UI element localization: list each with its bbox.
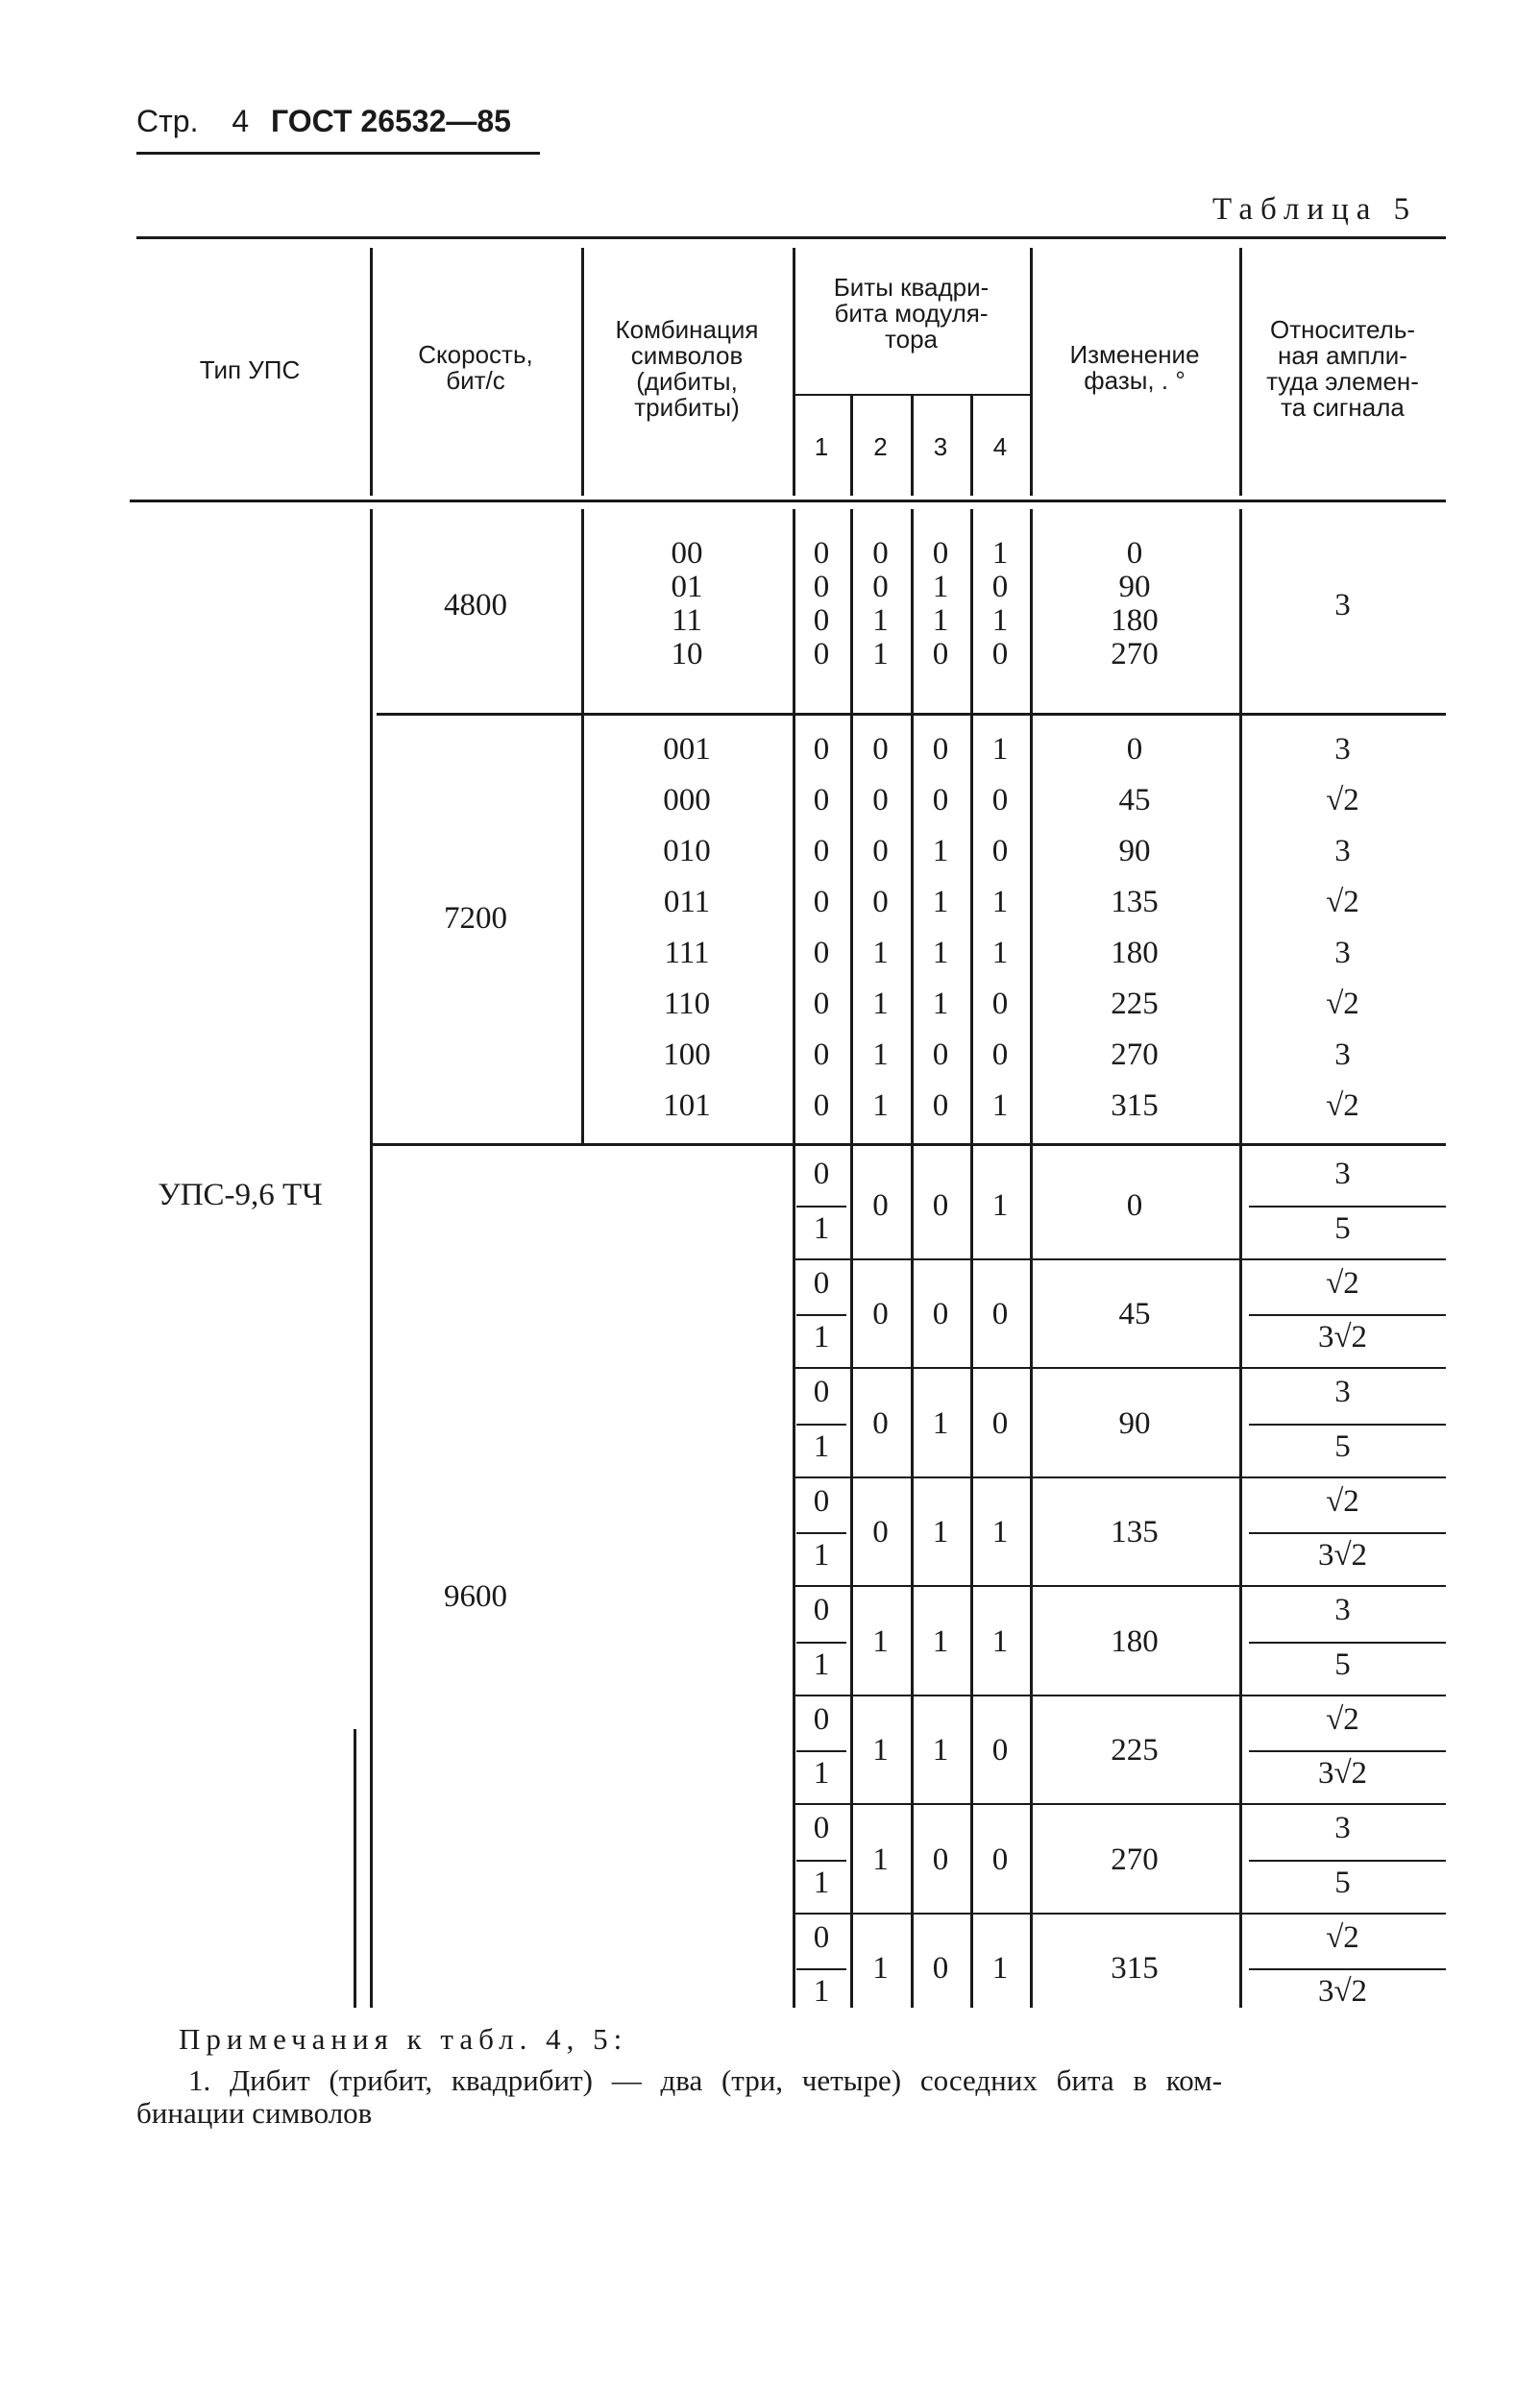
bit-9600-4-2: 1	[872, 1623, 889, 1659]
bit-4800-1-3: 1	[932, 570, 949, 604]
bit1-split-9600-1	[796, 1314, 846, 1316]
bit1-9600-4-b: 1	[813, 1647, 830, 1682]
phase-7200-5: 225	[1111, 987, 1159, 1021]
combo-4800-2: 11	[672, 603, 702, 638]
col-header-bits-line-3: тора	[885, 325, 938, 354]
bit-7200-3-3: 1	[932, 885, 949, 919]
bit-9600-0-4: 1	[991, 1187, 1009, 1223]
bit-4800-2-2: 1	[872, 603, 889, 638]
bit1-9600-5-b: 1	[813, 1756, 830, 1792]
col-header-amp-line-3: туда элемен-	[1266, 367, 1419, 396]
amp-9600-5-b: 3√2	[1317, 1756, 1368, 1792]
bit-7200-1-1: 0	[813, 783, 830, 817]
bit-9600-2-4: 0	[991, 1405, 1009, 1441]
col-header-amp-line-2: ная ампли-	[1278, 341, 1407, 370]
bit-7200-1-2: 0	[872, 783, 889, 817]
bit-7200-3-1: 0	[813, 885, 830, 919]
speed-7200: 7200	[444, 901, 507, 936]
combo-7200-1: 000	[663, 783, 711, 817]
amp-split-9600-3	[1249, 1532, 1446, 1534]
bit-7200-2-2: 0	[872, 834, 889, 868]
amp-9600-0-a: 3	[1334, 1157, 1351, 1191]
bit-7200-5-3: 1	[932, 987, 949, 1021]
bit-7200-4-3: 1	[932, 936, 949, 970]
notes-title: Примечания к табл. 4, 5:	[179, 2022, 628, 2056]
col-header-amp-line-4: та сигнала	[1281, 393, 1405, 422]
col-header-combo-line-3: (дибиты,	[636, 367, 738, 396]
bit-9600-5-3: 1	[932, 1733, 949, 1769]
amp-split-9600-5	[1249, 1750, 1446, 1752]
amp-9600-5-a: √2	[1326, 1701, 1359, 1737]
row-divider-9600-5	[793, 1803, 1446, 1805]
col-header-bits-line-2: бита модуля-	[834, 299, 989, 328]
bit-7200-6-1: 0	[813, 1037, 830, 1072]
header-bottom-border	[130, 500, 1446, 502]
col-header-bit-3: 3	[933, 432, 948, 461]
bit-9600-1-2: 0	[872, 1297, 889, 1332]
bit-9600-2-2: 0	[872, 1405, 889, 1441]
amp-9600-1-a: √2	[1326, 1265, 1359, 1301]
bit-7200-4-2: 1	[872, 936, 889, 970]
bit-4800-2-4: 1	[991, 603, 1009, 638]
bit-9600-5-4: 0	[991, 1733, 1009, 1769]
bit-7200-6-3: 0	[932, 1037, 949, 1072]
phase-7200-7: 315	[1111, 1088, 1159, 1123]
bit-4800-3-4: 0	[991, 637, 1009, 671]
amp-7200-0: 3	[1334, 732, 1351, 767]
combo-7200-4: 111	[664, 936, 710, 970]
speed-4800: 4800	[444, 588, 507, 622]
bit-7200-2-3: 1	[932, 834, 949, 868]
bit-4800-1-2: 0	[872, 570, 889, 604]
bit-7200-3-4: 1	[991, 885, 1009, 919]
bit1-9600-5-a: 0	[813, 1701, 830, 1737]
phase-9600-4: 180	[1111, 1623, 1159, 1659]
col-header-speed-line-1: Скорость,	[418, 340, 533, 369]
bit-7200-6-4: 0	[991, 1037, 1009, 1072]
amp-7200-4: 3	[1334, 936, 1351, 970]
bit1-9600-6-a: 0	[813, 1811, 830, 1845]
bit1-9600-1-b: 1	[813, 1320, 830, 1355]
amp-9600-3-a: √2	[1326, 1483, 1359, 1519]
amp-split-9600-4	[1249, 1642, 1446, 1644]
phase-9600-1: 45	[1118, 1297, 1151, 1332]
table-top-border	[136, 236, 1446, 239]
bit-7200-5-4: 0	[991, 987, 1009, 1021]
amp-9600-3-b: 3√2	[1317, 1538, 1368, 1574]
phase-7200-4: 180	[1111, 936, 1159, 970]
amp-split-9600-2	[1249, 1424, 1446, 1426]
amp-7200-3: √2	[1326, 885, 1359, 919]
bit1-split-9600-4	[796, 1642, 846, 1644]
page-number: 4	[232, 104, 250, 138]
bit1-9600-3-a: 0	[813, 1483, 830, 1519]
bit-7200-1-3: 0	[932, 783, 949, 817]
bit-4800-3-2: 1	[872, 637, 889, 671]
bit-7200-0-2: 0	[872, 732, 889, 767]
bit-9600-5-2: 1	[872, 1733, 889, 1769]
bit1-9600-0-a: 0	[813, 1157, 830, 1191]
amp-7200-6: 3	[1334, 1037, 1351, 1072]
bit-7200-7-1: 0	[813, 1088, 830, 1123]
bit-9600-3-4: 1	[991, 1515, 1009, 1550]
row-divider-9600-2	[793, 1476, 1446, 1478]
bit1-9600-1-a: 0	[813, 1265, 830, 1301]
bit-9600-6-3: 0	[932, 1842, 949, 1877]
bit-9600-0-2: 0	[872, 1187, 889, 1223]
amp-4800: 3	[1334, 588, 1351, 622]
col-header-combo-line-1: Комбинация	[615, 315, 759, 344]
bit-9600-3-3: 1	[932, 1515, 949, 1550]
bit-7200-7-3: 0	[932, 1088, 949, 1123]
bit-7200-5-2: 1	[872, 987, 889, 1021]
bit-7200-2-1: 0	[813, 834, 830, 868]
row-divider-9600-6	[793, 1913, 1446, 1915]
amp-9600-4-a: 3	[1334, 1593, 1351, 1627]
bit-4800-0-1: 0	[813, 536, 830, 571]
combo-7200-0: 001	[663, 732, 711, 767]
combo-7200-5: 110	[663, 987, 711, 1021]
col-header-combo-line-4: трибиты)	[634, 393, 740, 422]
bit-4800-0-4: 1	[991, 536, 1009, 571]
amp-split-9600-1	[1249, 1314, 1446, 1316]
phase-9600-6: 270	[1111, 1842, 1159, 1877]
bit-9600-0-3: 0	[932, 1187, 949, 1223]
body-vline-left	[354, 1729, 356, 2008]
bit1-9600-6-b: 1	[813, 1865, 830, 1900]
bit1-split-9600-6	[796, 1860, 846, 1862]
bit-9600-3-2: 0	[872, 1515, 889, 1550]
amp-split-9600-0	[1249, 1206, 1446, 1208]
bit1-split-9600-7	[796, 1968, 846, 1970]
combo-7200-7: 101	[663, 1088, 711, 1123]
bit1-9600-7-b: 1	[813, 1974, 830, 2010]
row-divider-9600-4	[793, 1695, 1446, 1696]
phase-4800-3: 270	[1111, 637, 1159, 671]
amp-9600-1-b: 3√2	[1317, 1320, 1368, 1355]
amp-7200-5: √2	[1326, 987, 1359, 1021]
bit-9600-7-3: 0	[932, 1951, 949, 1987]
col-header-bit-4: 4	[992, 432, 1008, 461]
col-header-bits-line-1: Биты квадри-	[833, 273, 990, 302]
bit-7200-6-2: 1	[872, 1037, 889, 1072]
bit-9600-6-4: 0	[991, 1842, 1009, 1877]
phase-7200-2: 90	[1118, 834, 1151, 868]
bit-4800-3-1: 0	[813, 637, 830, 671]
amp-9600-6-b: 5	[1334, 1865, 1351, 1900]
bit1-split-9600-3	[796, 1532, 846, 1534]
bit-4800-2-3: 1	[932, 603, 949, 638]
col-header-combo-line-2: символов	[630, 341, 744, 370]
phase-4800-0: 0	[1126, 536, 1143, 571]
amp-split-9600-6	[1249, 1860, 1446, 1862]
amp-9600-4-b: 5	[1334, 1647, 1351, 1682]
bit-7200-3-2: 0	[872, 885, 889, 919]
amp-9600-6-a: 3	[1334, 1811, 1351, 1845]
col-header-phase-line-1: Изменение	[1069, 340, 1200, 369]
bit1-split-9600-5	[796, 1750, 846, 1752]
table-caption: Таблица 5	[1212, 192, 1418, 227]
bit-9600-4-3: 1	[932, 1623, 949, 1659]
speed-9600: 9600	[444, 1579, 507, 1614]
bit-7200-5-1: 0	[813, 987, 830, 1021]
col-header-bit-1: 1	[814, 432, 829, 461]
bit-9600-1-3: 0	[932, 1297, 949, 1332]
amp-split-9600-7	[1249, 1968, 1446, 1970]
combo-4800-3: 10	[671, 637, 703, 671]
amp-9600-2-a: 3	[1334, 1375, 1351, 1409]
amp-9600-2-b: 5	[1334, 1428, 1351, 1464]
combo-4800-1: 01	[671, 570, 703, 604]
col-header-bit-2: 2	[873, 432, 888, 461]
bit1-9600-0-b: 1	[813, 1210, 830, 1246]
phase-7200-0: 0	[1126, 732, 1143, 767]
bit-7200-1-4: 0	[991, 783, 1009, 817]
bit-9600-6-2: 1	[872, 1842, 889, 1877]
page-header	[136, 104, 511, 139]
bit1-9600-2-a: 0	[813, 1375, 830, 1409]
col-header-speed-line-2: бит/с	[446, 366, 505, 395]
bit-7200-4-4: 1	[991, 936, 1009, 970]
combo-7200-3: 011	[663, 885, 711, 919]
bit-7200-7-4: 1	[991, 1088, 1009, 1123]
amp-7200-7: √2	[1326, 1088, 1359, 1123]
bit-7200-0-3: 0	[932, 732, 949, 767]
bit-7200-2-4: 0	[991, 834, 1009, 868]
divider-4800-7200	[377, 713, 1446, 716]
divider-7200-9600	[373, 1143, 1446, 1146]
bit-4800-0-3: 0	[932, 536, 949, 571]
combo-7200-6: 100	[663, 1037, 711, 1072]
bit-9600-2-3: 1	[932, 1405, 949, 1441]
page-label: Стр.	[136, 104, 199, 138]
bit-9600-1-4: 0	[991, 1297, 1009, 1332]
phase-7200-6: 270	[1111, 1037, 1159, 1072]
type-value: УПС-9,6 ТЧ	[158, 1178, 323, 1212]
col-header-phase-line-2: фазы, . °	[1084, 366, 1186, 395]
bit-9600-4-4: 1	[991, 1623, 1009, 1659]
amp-7200-1: √2	[1326, 783, 1359, 817]
phase-4800-1: 90	[1118, 570, 1151, 604]
bit-9600-7-4: 1	[991, 1951, 1009, 1987]
col-header-type: Тип УПС	[199, 355, 301, 384]
amp-9600-0-b: 5	[1334, 1210, 1351, 1246]
bit-9600-7-2: 1	[872, 1951, 889, 1987]
combo-7200-2: 010	[663, 834, 711, 868]
row-divider-9600-3	[793, 1585, 1446, 1587]
bit-4800-2-1: 0	[813, 603, 830, 638]
bit-4800-3-3: 0	[932, 637, 949, 671]
col-header-amp-line-1: Относитель-	[1269, 315, 1416, 344]
phase-4800-2: 180	[1111, 603, 1159, 638]
amp-9600-7-b: 3√2	[1317, 1974, 1368, 2010]
bit-4800-1-1: 0	[813, 570, 830, 604]
header-underline	[136, 152, 540, 155]
amp-9600-7-a: √2	[1326, 1919, 1359, 1955]
bit-7200-7-2: 1	[872, 1088, 889, 1123]
body-vline-speed	[370, 509, 373, 2008]
bit1-9600-3-b: 1	[813, 1538, 830, 1574]
note-item-1-line-1: 1. Дибит (трибит, квадрибит) — два (три, четыре) соседних бита в ком-	[188, 2063, 1223, 2097]
bit-7200-4-1: 0	[813, 936, 830, 970]
phase-7200-3: 135	[1111, 885, 1159, 919]
phase-9600-3: 135	[1111, 1515, 1159, 1550]
phase-9600-5: 225	[1111, 1733, 1159, 1769]
bit-4800-0-2: 0	[872, 536, 889, 571]
phase-7200-1: 45	[1118, 783, 1151, 817]
bit1-9600-2-b: 1	[813, 1428, 830, 1464]
phase-9600-2: 90	[1118, 1405, 1151, 1441]
bit1-split-9600-0	[796, 1206, 846, 1208]
note-item-1-line-2: бинации символов	[136, 2096, 373, 2130]
row-divider-9600-1	[793, 1367, 1446, 1369]
bit1-9600-7-a: 0	[813, 1919, 830, 1955]
bit-7200-0-4: 1	[991, 732, 1009, 767]
phase-9600-0: 0	[1126, 1187, 1143, 1223]
standard-code: ГОСТ 26532—85	[271, 104, 511, 138]
bit1-9600-4-a: 0	[813, 1593, 830, 1627]
phase-9600-7: 315	[1111, 1951, 1159, 1987]
row-divider-9600-0	[793, 1258, 1446, 1260]
amp-7200-2: 3	[1334, 834, 1351, 868]
combo-4800-0: 00	[671, 536, 703, 571]
bit-4800-1-4: 0	[991, 570, 1009, 604]
bit-7200-0-1: 0	[813, 732, 830, 767]
bit1-split-9600-2	[796, 1424, 846, 1426]
